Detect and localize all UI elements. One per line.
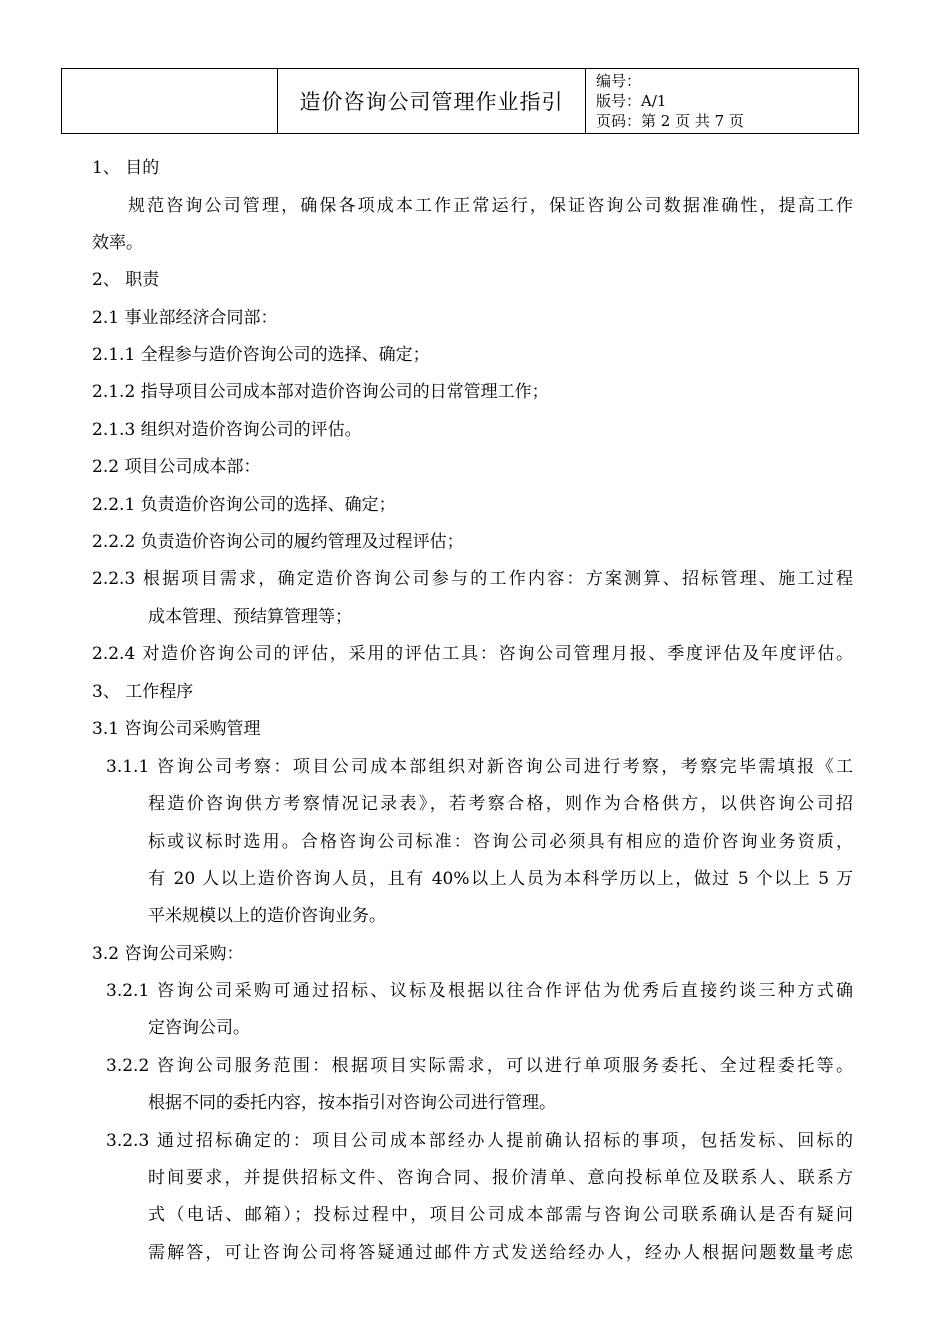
subsection-heading: 2.1 事业部经济合同部： [92, 308, 278, 328]
list-item-continuation: 式（电话、邮箱）；投标过程中，项目公司成本部需与咨询公司联系确认是否有疑问 [148, 1205, 853, 1225]
list-item-continuation: 定咨询公司。 [148, 1018, 250, 1038]
list-item: 2.1.1 全程参与造价咨询公司的选择、确定； [92, 345, 430, 365]
list-item: 2.1.3 组织对造价咨询公司的评估。 [92, 420, 362, 440]
paragraph-line: 效率。 [92, 233, 143, 253]
list-item: 3.2.3 通过招标确定的：项目公司成本部经办人提前确认招标的事项，包括发标、回标的 [106, 1131, 853, 1151]
list-item: 2.1.2 指导项目公司成本部对造价咨询公司的日常管理工作； [92, 382, 549, 402]
doc-code: 编号： [596, 72, 642, 90]
header-meta-cell [586, 69, 858, 133]
list-item: 2.2.4 对造价咨询公司的评估，采用的评估工具：咨询公司管理月报、季度评估及年度评估。 [92, 644, 853, 664]
list-item-continuation: 根据不同的委托内容，按本指引对咨询公司进行管理。 [148, 1093, 556, 1113]
list-item-continuation: 时间要求，并提供招标文件、咨询合同、报价清单、意向投标单位及联系人、联系方 [148, 1168, 853, 1188]
doc-version: 版号：A/1 [596, 92, 667, 110]
list-item-continuation: 平米规模以上的造价咨询业务。 [148, 906, 386, 926]
list-item-continuation: 程造价咨询供方考察情况记录表》，若考察合格，则作为合格供方，以供咨询公司招 [148, 794, 853, 814]
subsection-heading: 3.2 咨询公司采购： [92, 944, 244, 964]
document-title: 造价咨询公司管理作业指引 [278, 69, 586, 133]
section-heading: 1、 目的 [92, 158, 160, 178]
list-item: 2.2.3 根据项目需求，确定造价咨询公司参与的工作内容：方案测算、招标管理、施工过程 [92, 569, 853, 589]
list-item: 3.1.1 咨询公司考察：项目公司成本部组织对新咨询公司进行考察，考察完毕需填报《工 [106, 757, 853, 777]
list-item: 2.2.1 负责造价咨询公司的选择、确定； [92, 495, 396, 515]
subsection-heading: 3.1 咨询公司采购管理 [92, 719, 261, 739]
list-item-continuation: 成本管理、预结算管理等； [148, 607, 352, 627]
list-item: 3.2.2 咨询公司服务范围：根据项目实际需求，可以进行单项服务委托、全过程委托等。 [106, 1056, 853, 1076]
section-heading: 3、 工作程序 [92, 682, 194, 702]
list-item: 2.2.2 负责造价咨询公司的履约管理及过程评估； [92, 532, 464, 552]
paragraph-line: 规范咨询公司管理，确保各项成本工作正常运行，保证咨询公司数据准确性，提高工作 [128, 196, 853, 216]
doc-page-number: 页码：第 2 页 共 7 页 [596, 112, 744, 130]
section-heading: 2、 职责 [92, 270, 160, 290]
document-header-table [61, 68, 859, 134]
list-item-continuation: 标或议标时选用。合格咨询公司标准：咨询公司必须具有相应的造价咨询业务资质， [148, 832, 853, 852]
list-item: 3.2.1 咨询公司采购可通过招标、议标及根据以往合作评估为优秀后直接约谈三种方式确 [106, 981, 853, 1001]
subsection-heading: 2.2 项目公司成本部： [92, 457, 261, 477]
list-item-continuation: 需解答，可让咨询公司将答疑通过邮件方式发送给经办人，经办人根据问题数量考虑 [148, 1243, 853, 1263]
header-logo-cell [62, 69, 278, 133]
list-item-continuation: 有 20 人以上造价咨询人员，且有 40%以上人员为本科学历以上，做过 5 个以上 5 万 [148, 869, 853, 889]
